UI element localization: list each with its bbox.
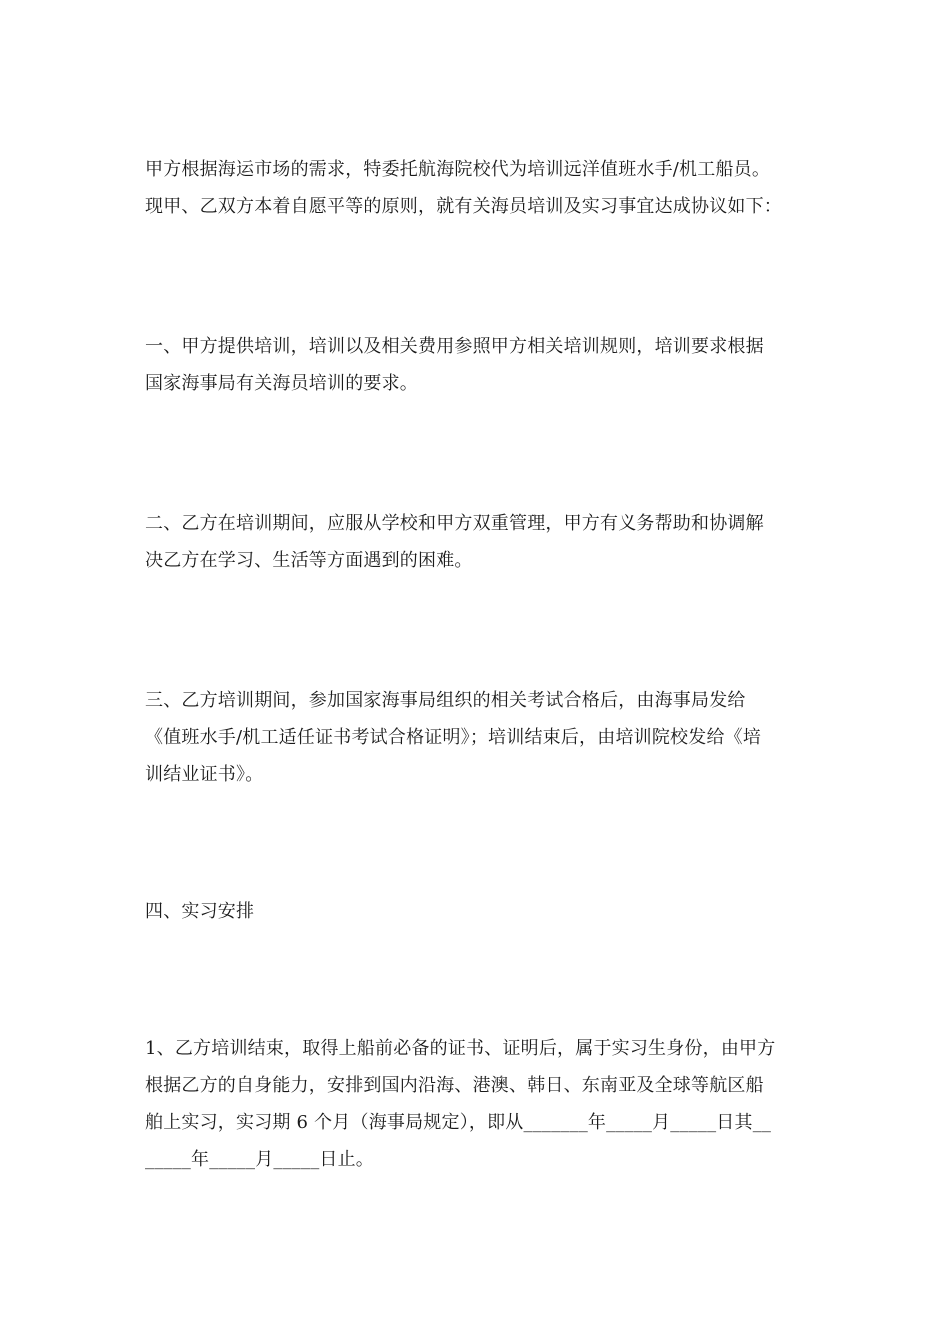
intro-line-2: 现甲、乙双方本着自愿平等的原则，就有关海员培训及实习事宜达成协议如下： [145, 196, 782, 217]
clause-3-line-1: 三、乙方培训期间，参加国家海事局组织的相关考试合格后，由海事局发给 [145, 690, 746, 711]
clause-2-paragraph [145, 505, 815, 579]
clause-3-paragraph [145, 682, 815, 793]
clause-4-heading [145, 893, 815, 930]
clause-4-1-line-2: 根据乙方的自身能力，安排到国内沿海、港澳、韩日、东南亚及全球等航区船 [145, 1075, 764, 1096]
clause-3-line-3: 训结业证书》。 [145, 764, 264, 785]
intro-paragraph [145, 151, 815, 225]
clause-1-line-1: 一、甲方提供培训，培训以及相关费用参照甲方相关培训规则，培训要求根据 [145, 336, 764, 357]
clause-4-heading-text: 四、实习安排 [145, 901, 255, 922]
clause-2-line-1: 二、乙方在培训期间，应服从学校和甲方双重管理，甲方有义务帮助和协调解 [145, 513, 764, 534]
clause-4-1-paragraph [145, 1030, 815, 1178]
clause-4-1-line-4: _____年_____月_____日止。 [145, 1149, 374, 1170]
clause-1-line-2: 国家海事局有关海员培训的要求。 [145, 373, 418, 394]
clause-1-paragraph [145, 328, 815, 402]
intro-line-1: 甲方根据海运市场的需求，特委托航海院校代为培训远洋值班水手/机工船员。 [145, 159, 771, 180]
clause-2-line-2: 决乙方在学习、生活等方面遇到的困难。 [145, 550, 473, 571]
clause-4-1-line-1: 1、乙方培训结束，取得上船前必备的证书、证明后，属于实习生身份，由甲方 [145, 1038, 776, 1059]
clause-4-1-line-3: 舶上实习，实习期 6 个月（海事局规定），即从_______年_____月_____日其__ [145, 1112, 772, 1133]
clause-3-line-2: 《值班水手/机工适任证书考试合格证明》；培训结束后，由培训院校发给《培 [145, 727, 762, 748]
